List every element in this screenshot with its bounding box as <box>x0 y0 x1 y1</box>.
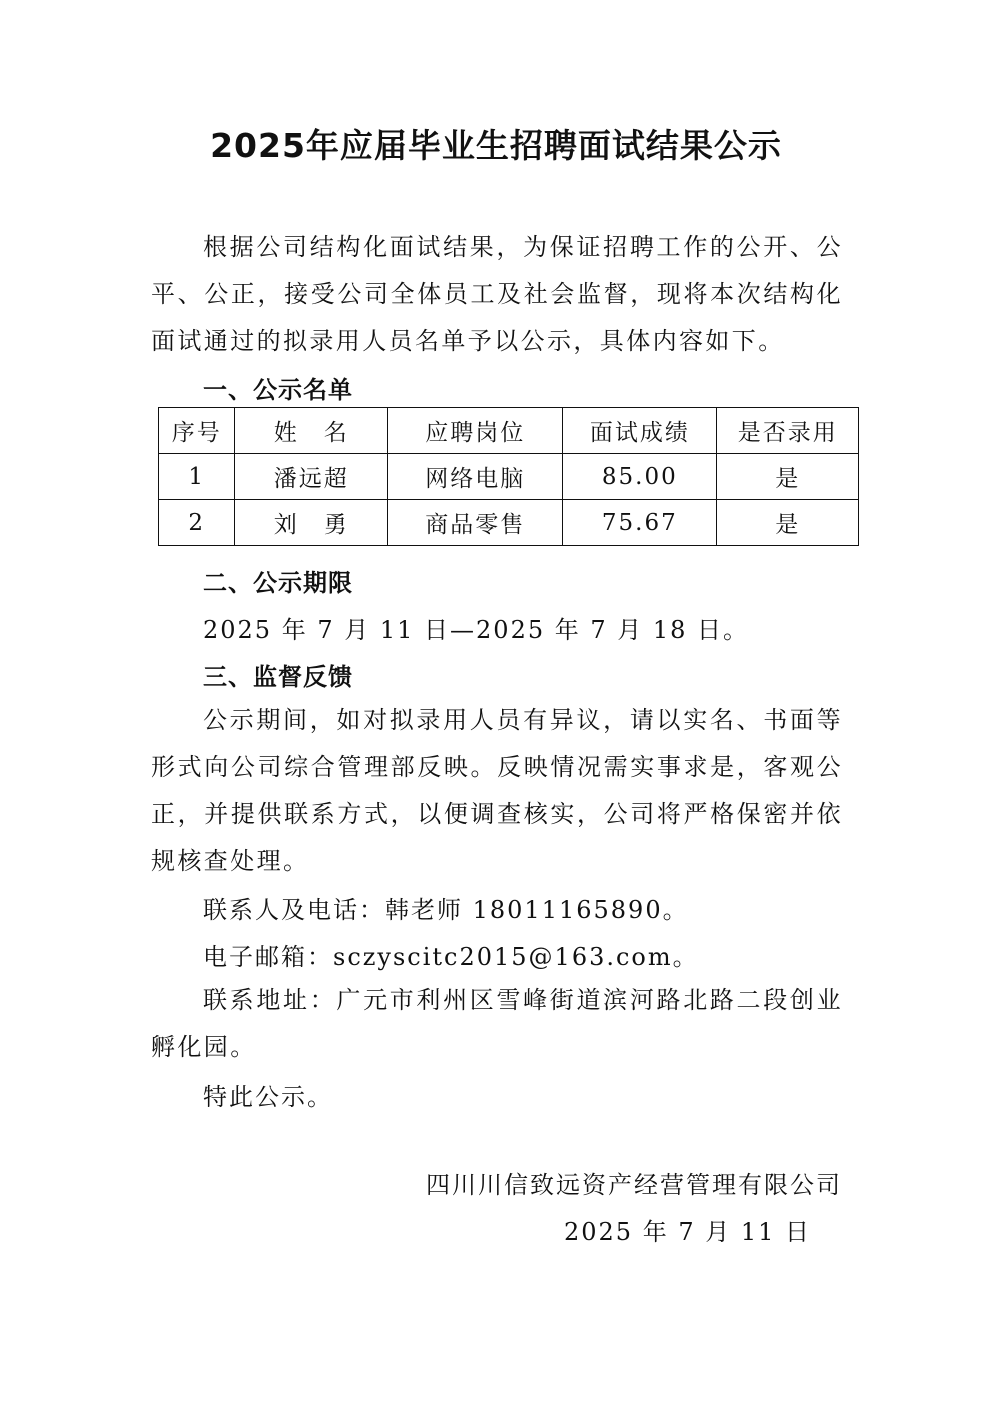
table-cell: 75.67 <box>563 500 717 546</box>
table-cell: 是 <box>717 500 859 546</box>
table-cell: 2 <box>159 500 235 546</box>
publicity-period: 2025 年 7 月 11 日—2025 年 7 月 18 日。 <box>203 616 750 644</box>
table-cell: 85.00 <box>563 454 717 500</box>
table-header-cell: 姓 名 <box>235 408 388 454</box>
table-row <box>159 454 859 500</box>
feedback-paragraph: 公示期间，如对拟录用人员有异议，请以实名、书面等形式向公司综合管理部反映。反映情况需实事求是，客观公正，并提供联系方式，以便调查核实，公司将严格保密并依规核查处理。 <box>151 706 843 875</box>
table-cell: 商品零售 <box>388 500 563 546</box>
table-cell: 网络电脑 <box>388 454 563 500</box>
closing-text: 特此公示。 <box>203 1083 333 1111</box>
contact-email: 电子邮箱：sczyscitc2015@163.com。 <box>203 943 699 971</box>
contact-phone: 联系人及电话：韩老师 18011165890。 <box>203 896 689 924</box>
table-header-cell: 应聘岗位 <box>388 408 563 454</box>
table-cell: 1 <box>159 454 235 500</box>
contact-address: 联系地址：广元市利州区雪峰街道滨河路北路二段创业孵化园。 <box>151 986 843 1061</box>
table-cell: 是 <box>717 454 859 500</box>
section-heading-feedback: 三、监督反馈 <box>203 663 353 691</box>
table-row <box>159 500 859 546</box>
signature-organization: 四川川信致远资产经营管理有限公司 <box>426 1171 842 1199</box>
intro-paragraph: 根据公司结构化面试结果，为保证招聘工作的公开、公平、公正，接受公司全体员工及社会监督，现将本次结构化面试通过的拟录用人员名单予以公示，具体内容如下。 <box>151 233 843 355</box>
section-heading-list: 一、公示名单 <box>203 376 353 404</box>
result-table <box>158 407 859 546</box>
table-cell: 刘 勇 <box>235 500 388 546</box>
table-header-row <box>159 408 859 454</box>
signature-date: 2025 年 7 月 11 日 <box>564 1218 812 1246</box>
table-header-cell: 面试成绩 <box>563 408 717 454</box>
table-header-cell: 序号 <box>159 408 235 454</box>
section-heading-period: 二、公示期限 <box>203 569 353 597</box>
table-cell: 潘远超 <box>235 454 388 500</box>
table-header-cell: 是否录用 <box>717 408 859 454</box>
document-title: 2025年应届毕业生招聘面试结果公示 <box>210 126 782 165</box>
